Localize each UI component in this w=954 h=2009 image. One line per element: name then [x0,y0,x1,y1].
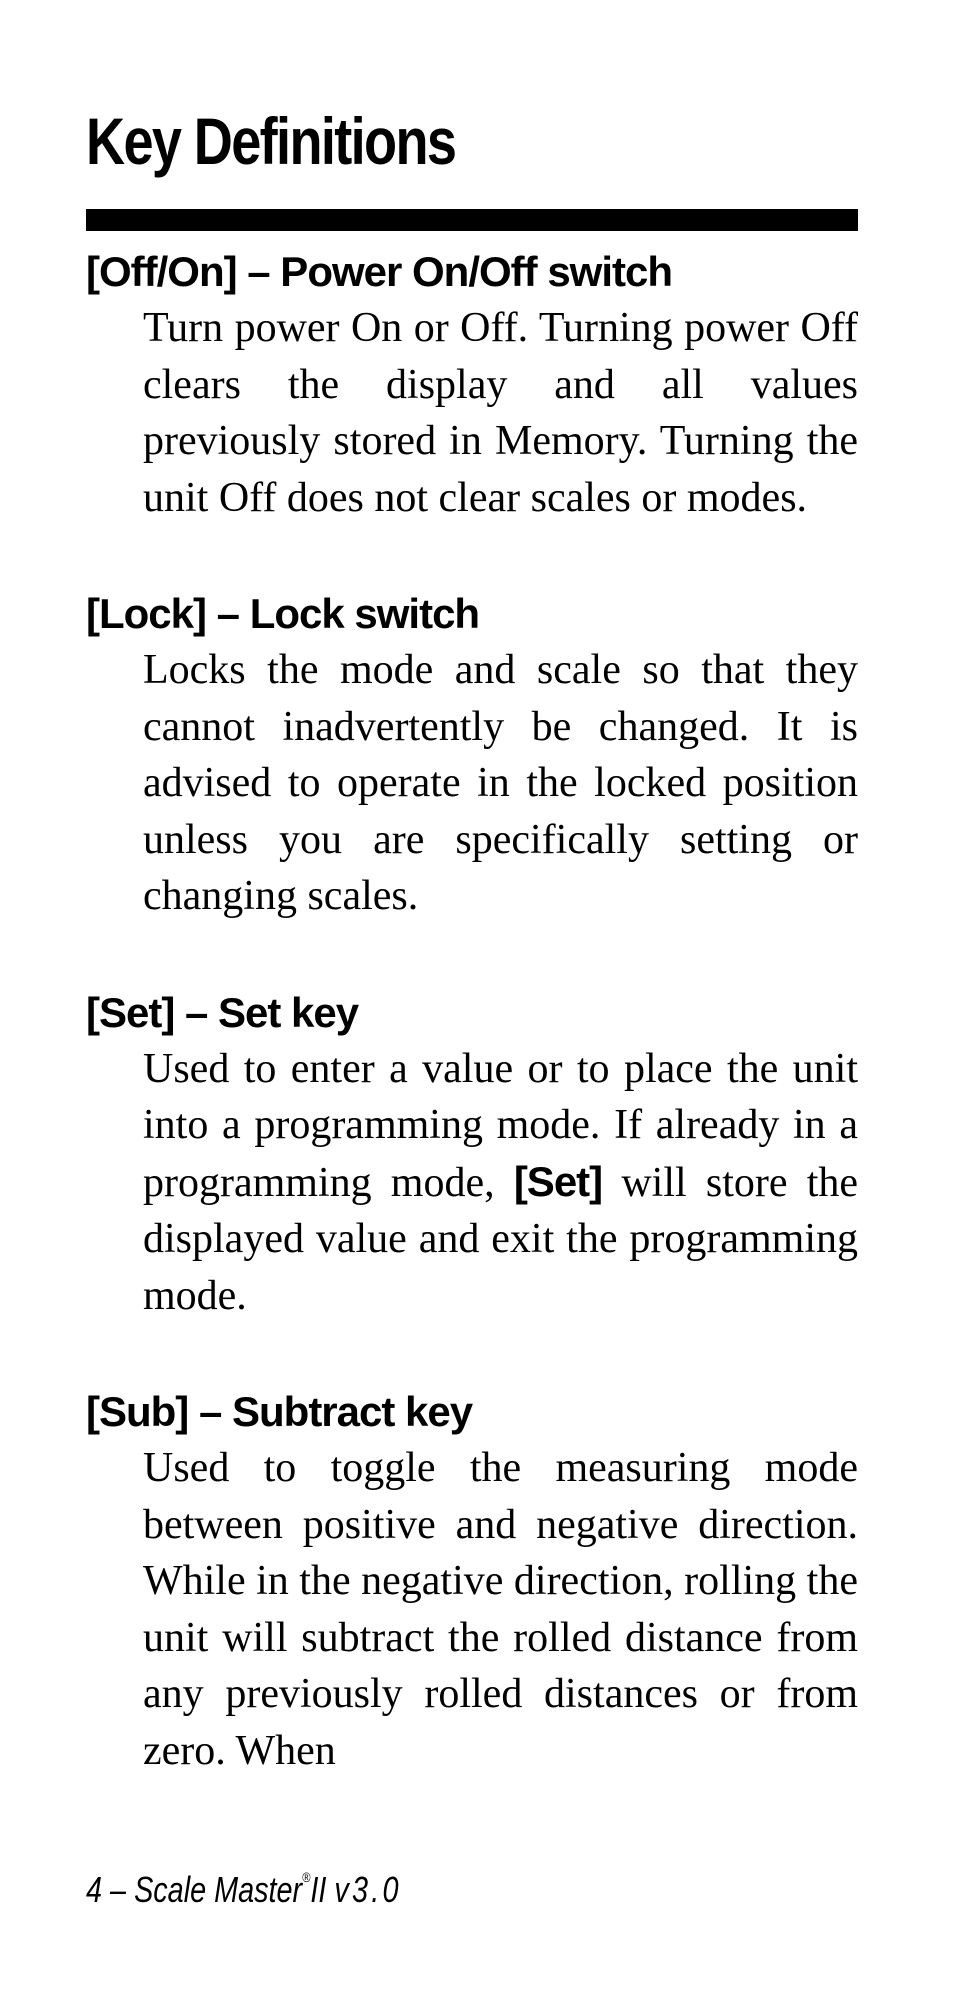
definition-sub [86,1384,858,1779]
description-off-on: Turn power On or Off. Turning power Off clears the display and all values previously stored in Memory. Turning the unit Off does not clear scales or modes. [143,305,858,521]
footer-version: v3.0 [334,1869,402,1910]
footer-page-number: 4 [86,1869,103,1910]
footer-product-name: Scale Master [134,1869,303,1910]
key-definitions-list [86,244,858,1839]
term-set: [Set] – Set key [86,988,359,1036]
footer-model: II [310,1869,327,1910]
term-lock: [Lock] – Lock switch [86,590,480,637]
description-set [143,1041,858,1325]
term-off-on: [Off/On] – Power On/Off switch [86,248,673,295]
term-sub: [Sub] – Subtract key [86,1388,473,1435]
description-set-part-1: Used to enter a value or to place the unit into a programming mode. If already in a programming mode, [143,1045,858,1206]
definition-off-on [86,244,858,526]
description-sub: Used to toggle the measuring mode between positive and negative direction. While in the negative direction, rolling the unit will subtract the rolled distance from any previously rolled distances or from zero. When [143,1445,858,1774]
page-title: Key Definitions [86,104,456,178]
description-lock: Locks the mode and scale so that they cannot inadvertently be changed. It is advised to operate in the locked position unless you are specifically setting or changing scales. [143,647,858,919]
footer-registered-mark: ® [302,1869,311,1885]
inline-set-key: [Set] [513,1157,603,1205]
footer-separator: – [110,1869,127,1910]
page-footer [86,1870,402,1908]
description-set-part-2: will store the displayed value and exit the programming mode. [143,1159,859,1319]
definition-set [86,985,858,1325]
definition-lock [86,586,858,925]
title-rule-divider [86,209,858,231]
